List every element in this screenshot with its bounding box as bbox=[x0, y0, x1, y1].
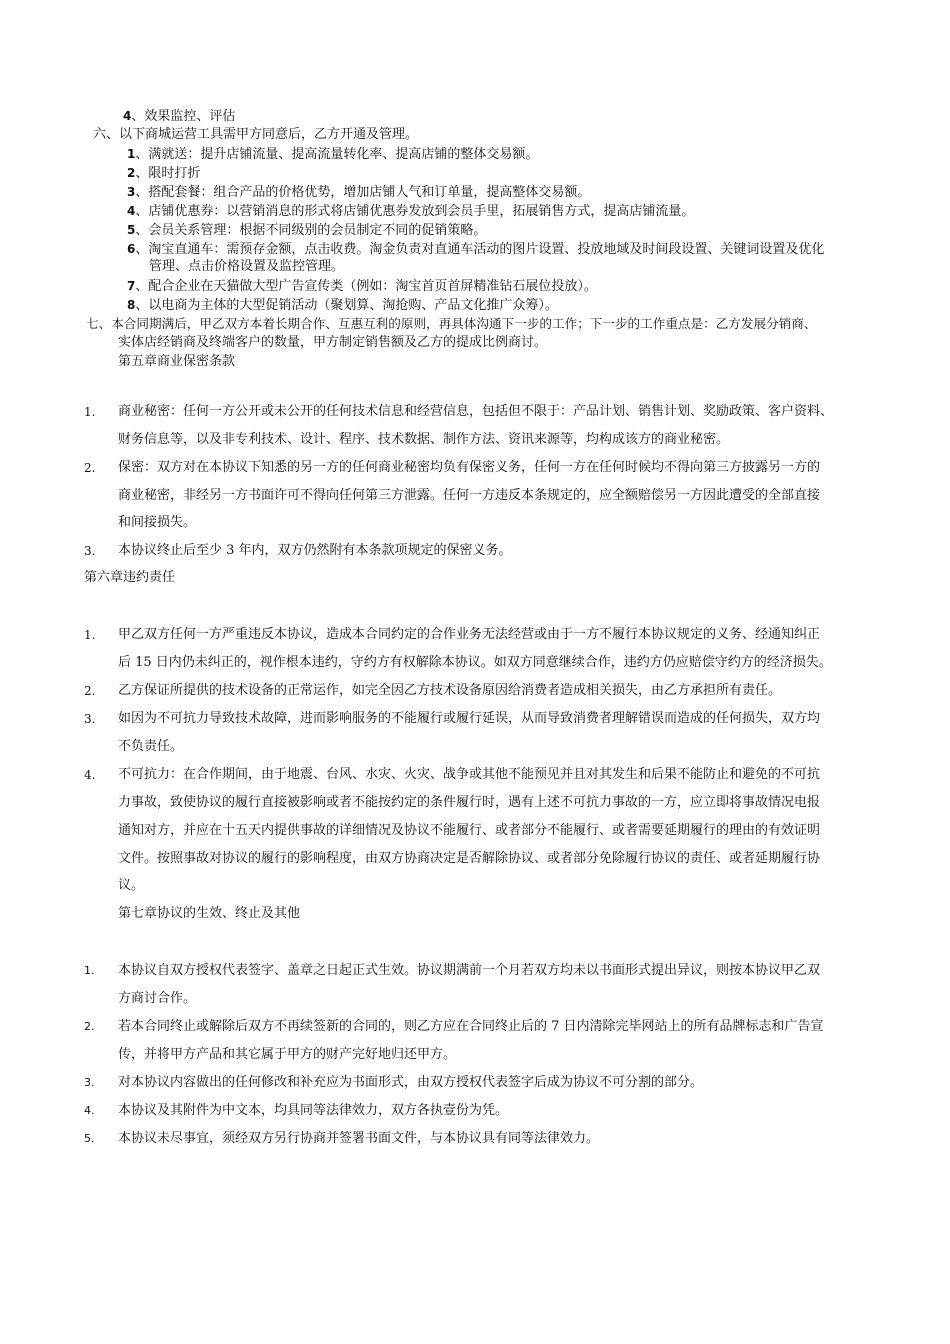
tool-item-7 bbox=[127, 278, 597, 295]
clause-text: 本协议终止后至少 3 年内，双方仍然附有本条款项规定的保密义务。 bbox=[118, 543, 512, 558]
clause-text: 商业秘密，非经另一方书面许可不得向任何第三方泄露。任何一方违反本条规定的，应全额赔偿另一方因此遭受的全部直接 bbox=[118, 488, 821, 503]
clause-number: 3. bbox=[84, 1076, 95, 1089]
tool-item-3 bbox=[127, 184, 590, 201]
clause-number: 4. bbox=[84, 768, 96, 782]
tool-item-8 bbox=[127, 297, 558, 314]
clause-number: 1. bbox=[84, 405, 96, 419]
clause-text: 如因为不可抗力导致技术故障，进而影响服务的不能履行或履行延误，从而导致消费者理解错误而造成的任何损失，双方均 bbox=[118, 711, 821, 726]
clause-text: 不负责任。 bbox=[118, 739, 184, 754]
clause-number: 4. bbox=[84, 1104, 95, 1117]
tool-number: 3 bbox=[127, 185, 136, 199]
clause-number: 1. bbox=[84, 964, 95, 977]
tool-number: 1 bbox=[127, 147, 136, 161]
clause-text: 后 15 日内仍未纠正的，视作根本违约，守约方有权解除本协议。如双方同意继续合作，违约方仍应赔偿守约方的经济损失。 bbox=[118, 655, 832, 670]
tool-text: 、会员关系管理：根据不同级别的会员制定不同的促销策略。 bbox=[135, 223, 487, 238]
tool-number: 4 bbox=[127, 204, 136, 218]
chapter-seven-title: 第七章协议的生效、终止及其他 bbox=[118, 906, 301, 921]
tool-number: 2 bbox=[127, 166, 136, 180]
clause-text: 不可抗力：在合作期间，由于地震、台风、水灾、火灾、战争或其他不能预见并且对其发生和后果不能防止和避免的不可抗 bbox=[118, 767, 821, 782]
clause-number: 2. bbox=[84, 1020, 95, 1033]
clause-text: 商业秘密：任何一方公开或未公开的任何技术信息和经营信息，包括但不限于：产品计划、销售计划、奖励政策、客户资料、 bbox=[118, 404, 834, 419]
tool-text: 、店铺优惠券：以营销消息的形式将店铺优惠券发放到会员手里，拓展销售方式，提高店铺流量。 bbox=[135, 204, 695, 219]
tool-number: 6 bbox=[127, 242, 136, 256]
clause-text: 甲乙双方任何一方严重违反本协议，造成本合同约定的合作业务无法经营或由于一方不履行本协议规定的义务、经通知纠正 bbox=[118, 627, 821, 642]
tool-text: 、限时打折 bbox=[135, 166, 201, 181]
clause-text: 乙方保证所提供的技术设备的正常运作，如完全因乙方技术设备原因给消费者造成相关损失，由乙方承担所有责任。 bbox=[118, 683, 782, 698]
monitor-item bbox=[123, 108, 235, 125]
tool-number: 8 bbox=[127, 298, 136, 312]
clause-text: 若本合同终止或解除后双方不再续签新的合同的，则乙方应在合同终止后的 7 日内清除完毕网站上的所有品牌标志和广告宣 bbox=[118, 1019, 824, 1034]
clause-text: 传，并将甲方产品和其它属于甲方的财产完好地归还甲方。 bbox=[118, 1047, 457, 1062]
clause-number: 2. bbox=[84, 684, 96, 698]
tool-item-5 bbox=[127, 222, 486, 239]
clause-number: 2. bbox=[84, 461, 96, 475]
clause-number: 3. bbox=[84, 712, 96, 726]
tool-text: 、配合企业在天猫做大型广告宣传类（例如：淘宝首页首屏精准钻石展位投放）。 bbox=[135, 279, 597, 294]
clause-text: 和间接损失。 bbox=[118, 515, 197, 530]
clause-text: 力事故，致使协议的履行直接被影响或者不能按约定的条件履行时，遇有上述不可抗力事故的一方，应立即将事故情况电报 bbox=[118, 795, 821, 810]
clause-text: 对本协议内容做出的任何修改和补充应为书面形式，由双方授权代表签字后成为协议不可分割的部分。 bbox=[118, 1075, 704, 1090]
clause-text: 文件。按照事故对协议的履行的影响程度，由双方协商决定是否解除协议、或者部分免除履行协议的责任、或者延期履行协 bbox=[118, 851, 821, 866]
clause-text: 议。 bbox=[118, 878, 145, 893]
clause-text: 保密：双方对在本协议下知悉的另一方的任何商业秘密均负有保密义务，任何一方在任何时候均不得向第三方披露另一方的 bbox=[118, 460, 821, 475]
tool-text: 、搭配套餐：组合产品的价格优势，增加店铺人气和订单量，提高整体交易额。 bbox=[135, 185, 591, 200]
clause-text: 本协议自双方授权代表签字、盖章之日起正式生效。协议期满前一个月若双方均未以书面形式提出异议，则按本协议甲乙双 bbox=[118, 963, 821, 978]
tool-item-2 bbox=[127, 165, 200, 182]
clause-number: 1. bbox=[84, 628, 96, 642]
clause-text: 本协议未尽事宜，须经双方另行协商并签署书面文件，与本协议具有同等法律效力。 bbox=[118, 1131, 600, 1146]
section-seven-line2: 实体店经销商及终端客户的数量，甲方制定销售额及乙方的提成比例商讨。 bbox=[118, 335, 548, 350]
section-seven-line1: 七、本合同期满后，甲乙双方本着长期合作、互惠互利的原则，再具体沟通下一步的工作；下一步的工作重点是：乙方发展分销商、 bbox=[86, 316, 817, 331]
clause-number: 3. bbox=[84, 544, 96, 558]
tool-item-4 bbox=[127, 203, 694, 220]
chapter-six-title: 第六章违约责任 bbox=[84, 570, 176, 585]
clause-text: 财务信息等，以及非专利技术、设计、程序、技术数据、制作方法、资讯来源等，均构成该方的商业秘密。 bbox=[118, 432, 730, 447]
item-text: 、效果监控、评估 bbox=[131, 109, 236, 124]
tool-text: 、满就送：提升店铺流量、提高流量转化率、提高店铺的整体交易额。 bbox=[135, 147, 539, 162]
item-number: 4 bbox=[123, 109, 132, 123]
section-six-heading: 六、以下商城运营工具需甲方同意后，乙方开通及管理。 bbox=[93, 127, 419, 142]
tool-text: 、以电商为主体的大型促销活动（聚划算、淘抢购、产品文化推广众筹）。 bbox=[135, 298, 558, 313]
tool-item-6 bbox=[127, 241, 824, 258]
chapter-five-title: 第五章商业保密条款 bbox=[118, 354, 236, 369]
tool-number: 5 bbox=[127, 223, 136, 237]
clause-number: 5. bbox=[84, 1132, 95, 1145]
tool-number: 7 bbox=[127, 279, 136, 293]
tool-text: 、淘宝直通车：需预存金额，点击收费。淘金负责对直通车活动的图片设置、投放地域及时间段设置、关键词设置及优化 bbox=[135, 242, 825, 257]
tool-item-1 bbox=[127, 146, 538, 163]
tool-text: 管理、点击价格设置及监控管理。 bbox=[149, 259, 345, 274]
clause-text: 通知对方，并应在十五天内提供事故的详细情况及协议不能履行、或者部分不能履行、或者需要延期履行的理由的有效证明 bbox=[118, 823, 821, 838]
tool-item-6-cont bbox=[149, 259, 344, 275]
clause-text: 本协议及其附件为中文本，均具同等法律效力，双方各执壹份为凭。 bbox=[118, 1103, 509, 1118]
clause-text: 方商讨合作。 bbox=[118, 991, 197, 1006]
